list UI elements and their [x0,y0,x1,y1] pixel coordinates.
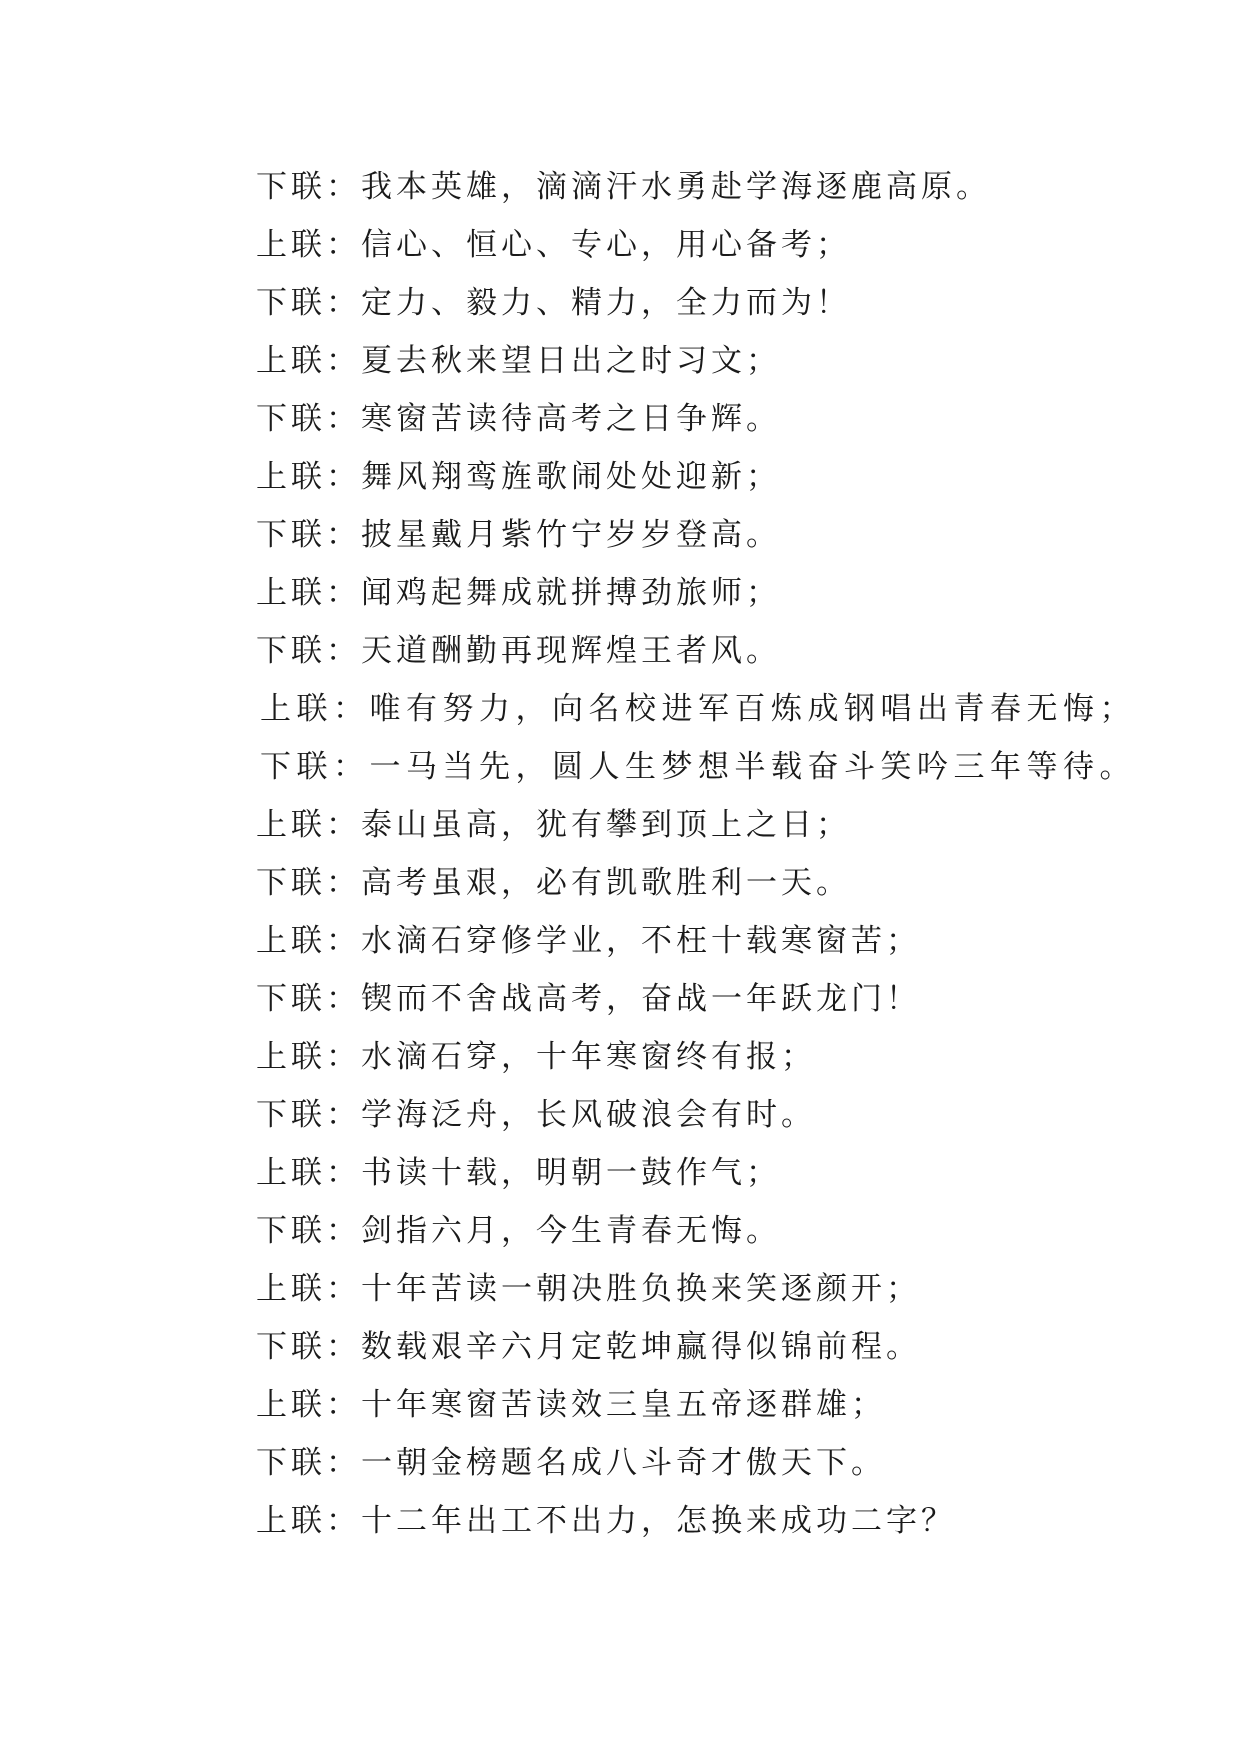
couplet-tag: 下联： [256,517,361,553]
couplet-text: 水滴石穿修学业，不枉十载寒窗苦； [361,923,921,959]
couplet-text: 信心、恒心、专心，用心备考； [361,227,851,263]
couplet-line [256,622,1156,680]
couplet-tag: 下联： [256,1097,361,1133]
couplet-line [256,332,1156,390]
couplet-list [256,158,1156,1550]
couplet-text: 夏去秋来望日出之时习文； [361,343,781,379]
couplet-text: 十年苦读一朝决胜负换来笑逐颜开； [361,1271,921,1307]
couplet-line [256,448,1156,506]
couplet-tag: 下联： [256,1213,361,1249]
couplet-text: 天道酬勤再现辉煌王者风。 [361,633,781,669]
couplet-text: 定力、毅力、精力，全力而为！ [361,285,851,321]
couplet-line [256,1202,1156,1260]
couplet-line [256,506,1156,564]
couplet-line [256,796,1156,854]
couplet-tag: 上联： [256,343,361,379]
couplet-text: 泰山虽高，犹有攀到顶上之日； [361,807,851,843]
couplet-tag: 上联： [256,1271,361,1307]
couplet-line [256,1376,1156,1434]
couplet-tag: 下联： [260,749,370,785]
couplet-line [256,158,1156,216]
couplet-text: 我本英雄，滴滴汗水勇赴学海逐鹿高原。 [361,169,991,205]
couplet-tag: 下联： [256,633,361,669]
couplet-line [256,1434,1156,1492]
couplet-line [256,854,1156,912]
couplet-tag: 下联： [256,401,361,437]
couplet-tag: 下联： [256,981,361,1017]
couplet-line [256,738,1156,796]
couplet-line [256,216,1156,274]
couplet-tag: 下联： [256,1329,361,1365]
couplet-text: 十年寒窗苦读效三皇五帝逐群雄； [361,1387,886,1423]
couplet-text: 锲而不舍战高考，奋战一年跃龙门！ [361,981,921,1017]
couplet-tag: 上联： [256,807,361,843]
couplet-line [256,1028,1156,1086]
couplet-tag: 下联： [256,169,361,205]
couplet-text: 一朝金榜题名成八斗奇才傲天下。 [361,1445,886,1481]
couplet-line [256,390,1156,448]
couplet-line [256,1144,1156,1202]
couplet-line [256,1492,1156,1550]
couplet-tag: 上联： [256,1503,361,1539]
couplet-text: 水滴石穿，十年寒窗终有报； [361,1039,816,1075]
couplet-tag: 上联： [256,1387,361,1423]
couplet-line [256,1318,1156,1376]
couplet-tag: 上联： [256,923,361,959]
couplet-text: 唯有努力，向名校进军百炼成钢唱出青春无悔； [369,691,1136,727]
couplet-text: 书读十载，明朝一鼓作气； [361,1155,781,1191]
couplet-line [256,912,1156,970]
couplet-text: 十二年出工不出力，怎换来成功二字？ [361,1503,956,1539]
couplet-tag: 下联： [256,285,361,321]
couplet-text: 数载艰辛六月定乾坤赢得似锦前程。 [361,1329,921,1365]
couplet-text: 披星戴月紫竹宁岁岁登高。 [361,517,781,553]
couplet-line [256,274,1156,332]
couplet-text: 剑指六月，今生青春无悔。 [361,1213,781,1249]
couplet-text: 高考虽艰，必有凯歌胜利一天。 [361,865,851,901]
couplet-tag: 下联： [256,1445,361,1481]
couplet-tag: 上联： [256,1039,361,1075]
couplet-line [256,1086,1156,1144]
couplet-text: 闻鸡起舞成就拼搏劲旅师； [361,575,781,611]
couplet-line [256,680,1156,738]
couplet-tag: 上联： [260,691,370,727]
couplet-tag: 上联： [256,575,361,611]
couplet-text: 学海泛舟，长风破浪会有时。 [361,1097,816,1133]
couplet-text: 一马当先，圆人生梦想半载奋斗笑吟三年等待。 [369,749,1136,785]
couplet-line [256,1260,1156,1318]
couplet-tag: 上联： [256,1155,361,1191]
couplet-text: 舞风翔鸾旌歌闹处处迎新； [361,459,781,495]
couplet-line [256,970,1156,1028]
couplet-line [256,564,1156,622]
couplet-text: 寒窗苦读待高考之日争辉。 [361,401,781,437]
couplet-tag: 上联： [256,459,361,495]
couplet-tag: 上联： [256,227,361,263]
couplet-tag: 下联： [256,865,361,901]
